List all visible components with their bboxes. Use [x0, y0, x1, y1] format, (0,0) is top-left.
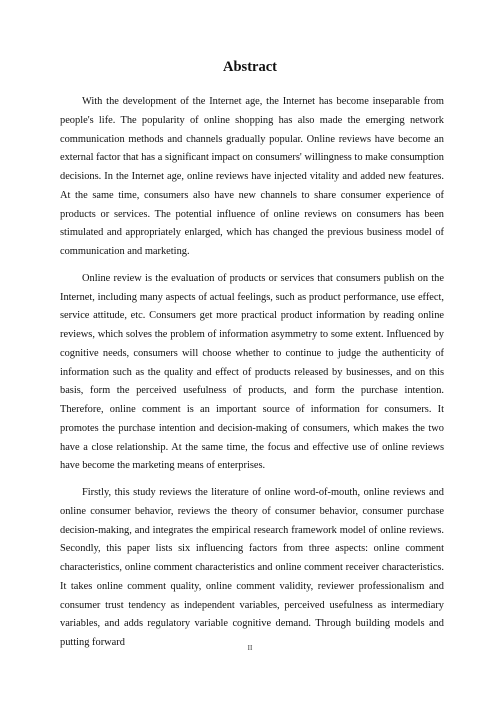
page-title: Abstract: [223, 59, 277, 75]
abstract-paragraph-1: With the development of the Internet age, the Internet has become inseparable from people's life. The popularity of online shopping has also made the emerging network communication methods and channels gradually popular. Online reviews have become an external factor that has a significant impact on consumers' willingness to make consumption decisions. In the Internet age, online reviews have injected vitality and added new features. At the same time, consumers also have new channels to share consumer experience of products or services. The potential influence of online reviews on consumers has been stimulated and appropriately enlarged, which has changed the previous business model of communication and marketing.: [60, 96, 444, 257]
page-number: II: [247, 644, 253, 652]
abstract-body: [60, 93, 444, 661]
abstract-paragraph-3: Firstly, this study reviews the literature of online word-of-mouth, online reviews and online consumer behavior, reviews the theory of consumer behavior, consumer purchase decision-making, and integrates the empirical research framework model of online reviews. Secondly, this paper lists six influencing factors from three aspects: online comment characteristics, online comment characteristics and online comment receiver characteristics. It takes online comment quality, online comment validity, reviewer professionalism and consumer trust tendency as independent variables, perceived usefulness as intermediary variables, and adds regulatory variable cognitive demand. Through building models and putting forward: [60, 487, 444, 648]
abstract-paragraph-2: Online review is the evaluation of products or services that consumers publish on the Internet, including many aspects of actual feelings, such as product performance, use effect, service attitude, etc. Consumers get more practical product information by reading online reviews, which solves the problem of information asymmetry to some extent. Influenced by cognitive needs, consumers will choose whether to continue to judge the authenticity of information such as the quality and effect of products released by businesses, and on this basis, form the perceived usefulness of products, and form the purchase intention. Therefore, online comment is an important source of information for consumers. It promotes the purchase intention and decision-making of consumers, which makes the two have a close relationship. At the same time, the focus and effective use of online reviews have become the marketing means of enterprises.: [60, 272, 444, 472]
